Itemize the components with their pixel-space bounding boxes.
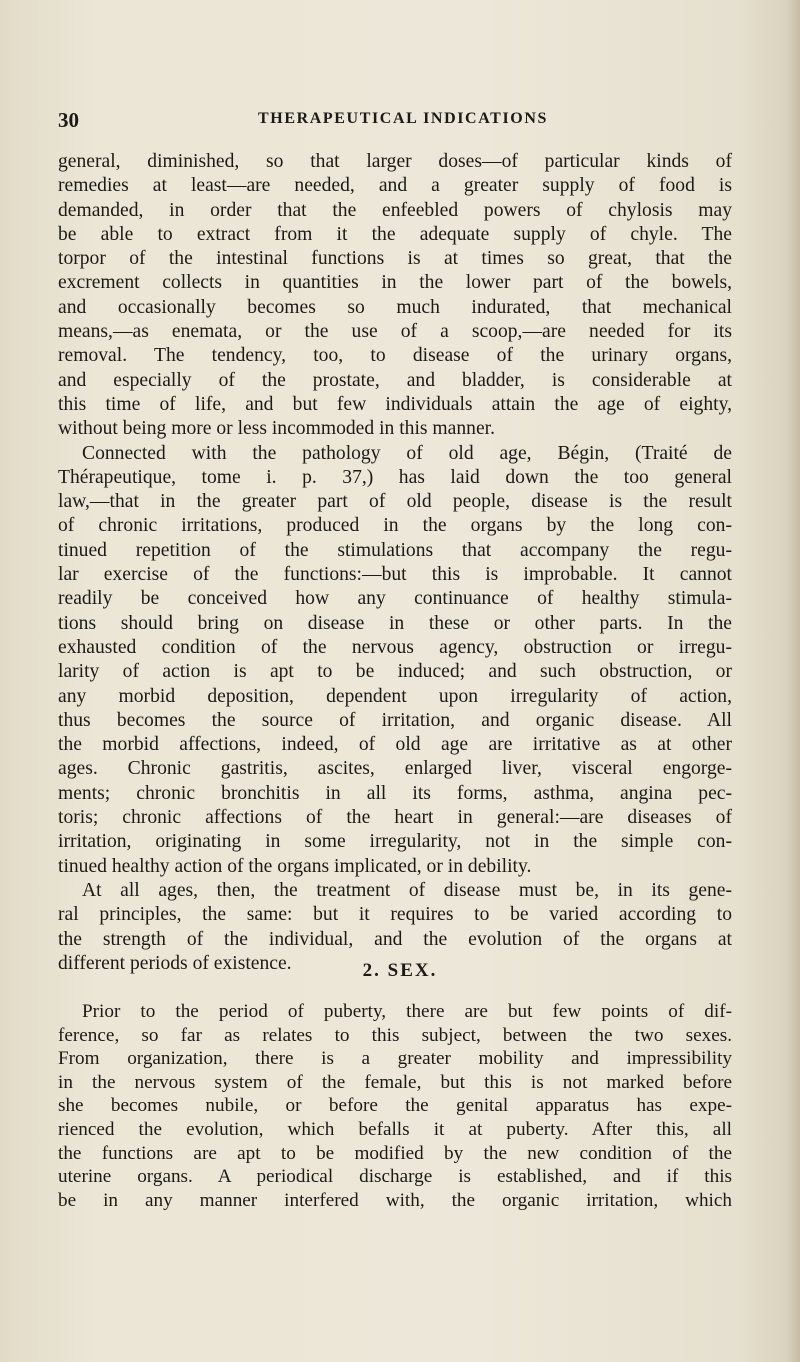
text-line: means,—as enemata, or the use of a scoop,—are needed for its xyxy=(58,321,732,343)
text-line: thus becomes the source of irritation, and organic disease. All xyxy=(58,709,732,731)
text-line: Thérapeutique, tome i. p. 37,) has laid down the too general xyxy=(58,466,732,488)
page-number: 30 xyxy=(58,108,79,132)
text-line: general, diminished, so that larger doses—of particular kinds of xyxy=(58,151,732,172)
text-line: law,—that in the greater part of old people, disease is the result xyxy=(58,491,732,513)
text-line: remedies at least—are needed, and a greater supply of food is xyxy=(58,175,732,197)
text-line: uterine organs. A periodical discharge is established, and if this xyxy=(58,1166,732,1188)
text-line: and occasionally becomes so much indurated, that mechanical xyxy=(58,296,732,318)
section-heading: 2. SEX. xyxy=(362,960,438,981)
text-line: irritation, originating in some irregularity, not in the simple con- xyxy=(58,831,732,853)
text-line: the strength of the individual, and the evolution of the organs at xyxy=(58,928,732,950)
text-line: without being more or less incommoded in this manner. xyxy=(58,418,495,440)
text-line: ments; chronic bronchitis in all its forms, asthma, angina pec- xyxy=(58,782,732,804)
text-line: excrement collects in quantities in the lower part of the bowels, xyxy=(58,272,732,294)
text-line: tions should bring on disease in these or other parts. In the xyxy=(58,612,732,634)
text-line: At all ages, then, the treatment of disease must be, in its gene- xyxy=(82,879,732,901)
text-line: different periods of existence. xyxy=(58,952,292,974)
text-line: Connected with the pathology of old age, Bégin, (Traité de xyxy=(82,442,732,464)
page-edge-shadow xyxy=(786,0,800,1362)
text-line: torpor of the intestinal functions is at times so great, that the xyxy=(58,248,732,270)
text-line: From organization, there is a greater mobility and impressibility xyxy=(58,1048,732,1070)
text-line: demanded, in order that the enfeebled powers of chylosis may xyxy=(58,199,732,221)
body-text-section-2 xyxy=(58,1000,732,1212)
text-line: this time of life, and but few individuals attain the age of eighty, xyxy=(58,393,732,415)
text-line: she becomes nubile, or before the genital apparatus has expe- xyxy=(58,1095,732,1117)
text-line: rienced the evolution, which befalls it at puberty. After this, all xyxy=(58,1118,732,1140)
text-line: of chronic irritations, produced in the organs by the long con- xyxy=(58,515,732,537)
text-line: the functions are apt to be modified by the new condition of the xyxy=(58,1142,732,1164)
text-line: readily be conceived how any continuance of healthy stimula- xyxy=(58,588,732,610)
text-line: removal. The tendency, too, to disease of the urinary organs, xyxy=(58,345,732,367)
running-header xyxy=(58,108,738,134)
text-line: be in any manner interfered with, the organic irritation, which xyxy=(58,1189,732,1211)
text-line: the morbid affections, indeed, of old age are irritative as at other xyxy=(58,734,732,756)
text-line: lar exercise of the functions:—but this is improbable. It cannot xyxy=(58,564,732,586)
text-line: toris; chronic affections of the heart in general:—are diseases of xyxy=(58,807,732,829)
text-line: ages. Chronic gastritis, ascites, enlarged liver, visceral engorge- xyxy=(58,758,732,780)
text-line: any morbid deposition, dependent upon irregularity of action, xyxy=(58,685,732,707)
text-line: exhausted condition of the nervous agency, obstruction or irregu- xyxy=(58,636,732,658)
text-line: and especially of the prostate, and bladder, is considerable at xyxy=(58,369,732,391)
text-line: in the nervous system of the female, but this is not marked before xyxy=(58,1071,732,1093)
text-line: tinued healthy action of the organs implicated, or in debility. xyxy=(58,855,532,877)
text-line: ral principles, the same: but it requires to be varied according to xyxy=(58,904,732,926)
running-title: THERAPEUTICAL INDICATIONS xyxy=(258,110,548,127)
text-line: larity of action is apt to be induced; and such obstruction, or xyxy=(58,661,732,683)
text-line: be able to extract from it the adequate supply of chyle. The xyxy=(58,223,732,245)
body-text-section-1 xyxy=(58,150,732,976)
text-line: ference, so far as relates to this subject, between the two sexes. xyxy=(58,1024,732,1046)
text-line: Prior to the period of puberty, there are but few points of dif- xyxy=(82,1001,732,1022)
text-line: tinued repetition of the stimulations that accompany the regu- xyxy=(58,539,732,561)
